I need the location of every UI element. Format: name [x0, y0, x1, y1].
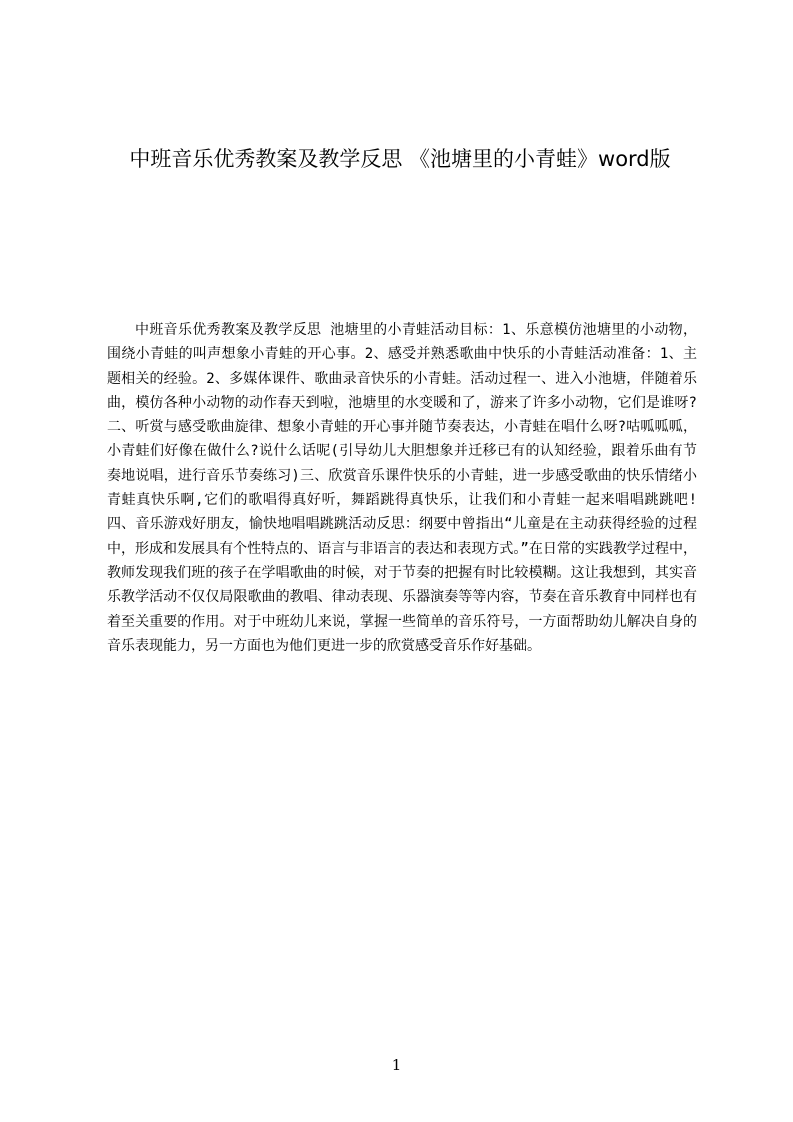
document-body-paragraph: 中班音乐优秀教案及教学反思 池塘里的小青蛙活动目标：1、乐意模仿池塘里的小动物，围绕小青蛙的叫声想象小青蛙的开心事。2、感受并熟悉歌曲中快乐的小青蛙活动准备：1、主题相关的经验。2、多媒体课件、歌曲录音快乐的小青蛙。活动过程一、进入小池塘，伴随着乐曲，模仿各种小动物的动作春天到啦，池塘里的水变暖和了，游来了许多小动物，它们是谁呀?二、听赏与感受歌曲旋律、想象小青蛙的开心事并随节奏表达，小青蛙在唱什么呀?咕呱呱呱，小青蛙们好像在做什么?说什么话呢(引导幼儿大胆想象并迁移已有的认知经验，跟着乐曲有节奏地说唱，进行音乐节奏练习)三、欣赏音乐课件快乐的小青蛙，进一步感受歌曲的快乐情绪小青蛙真快乐啊,它们的歌唱得真好听，舞蹈跳得真快乐，让我们和小青蛙一起来唱唱跳跳吧!四、音乐游戏好朋友，愉快地唱唱跳跳活动反思：纲要中曾指出“儿童是在主动获得经验的过程中，形成和发展具有个性特点的、语言与非语言的表达和表现方式。”在日常的实践教学过程中，教师发现我们班的孩子在学唱歌曲的时候，对于节奏的把握有时比较模糊。这让我想到，其实音乐教学活动不仅仅局限歌曲的教唱、律动表现、乐器演奏等等内容，节奏在音乐教育中同样也有着至关重要的作用。对于中班幼儿来说，掌握一些简单的音乐符号，一方面帮助幼儿解决自身的音乐表现能力，另一方面也为他们更进一步的欣赏感受音乐作好基础。 — [107, 322, 697, 654]
document-title: 中班音乐优秀教案及教学反思 《池塘里的小青蛙》word版 — [129, 147, 671, 171]
page-number: 1 — [391, 1056, 402, 1074]
